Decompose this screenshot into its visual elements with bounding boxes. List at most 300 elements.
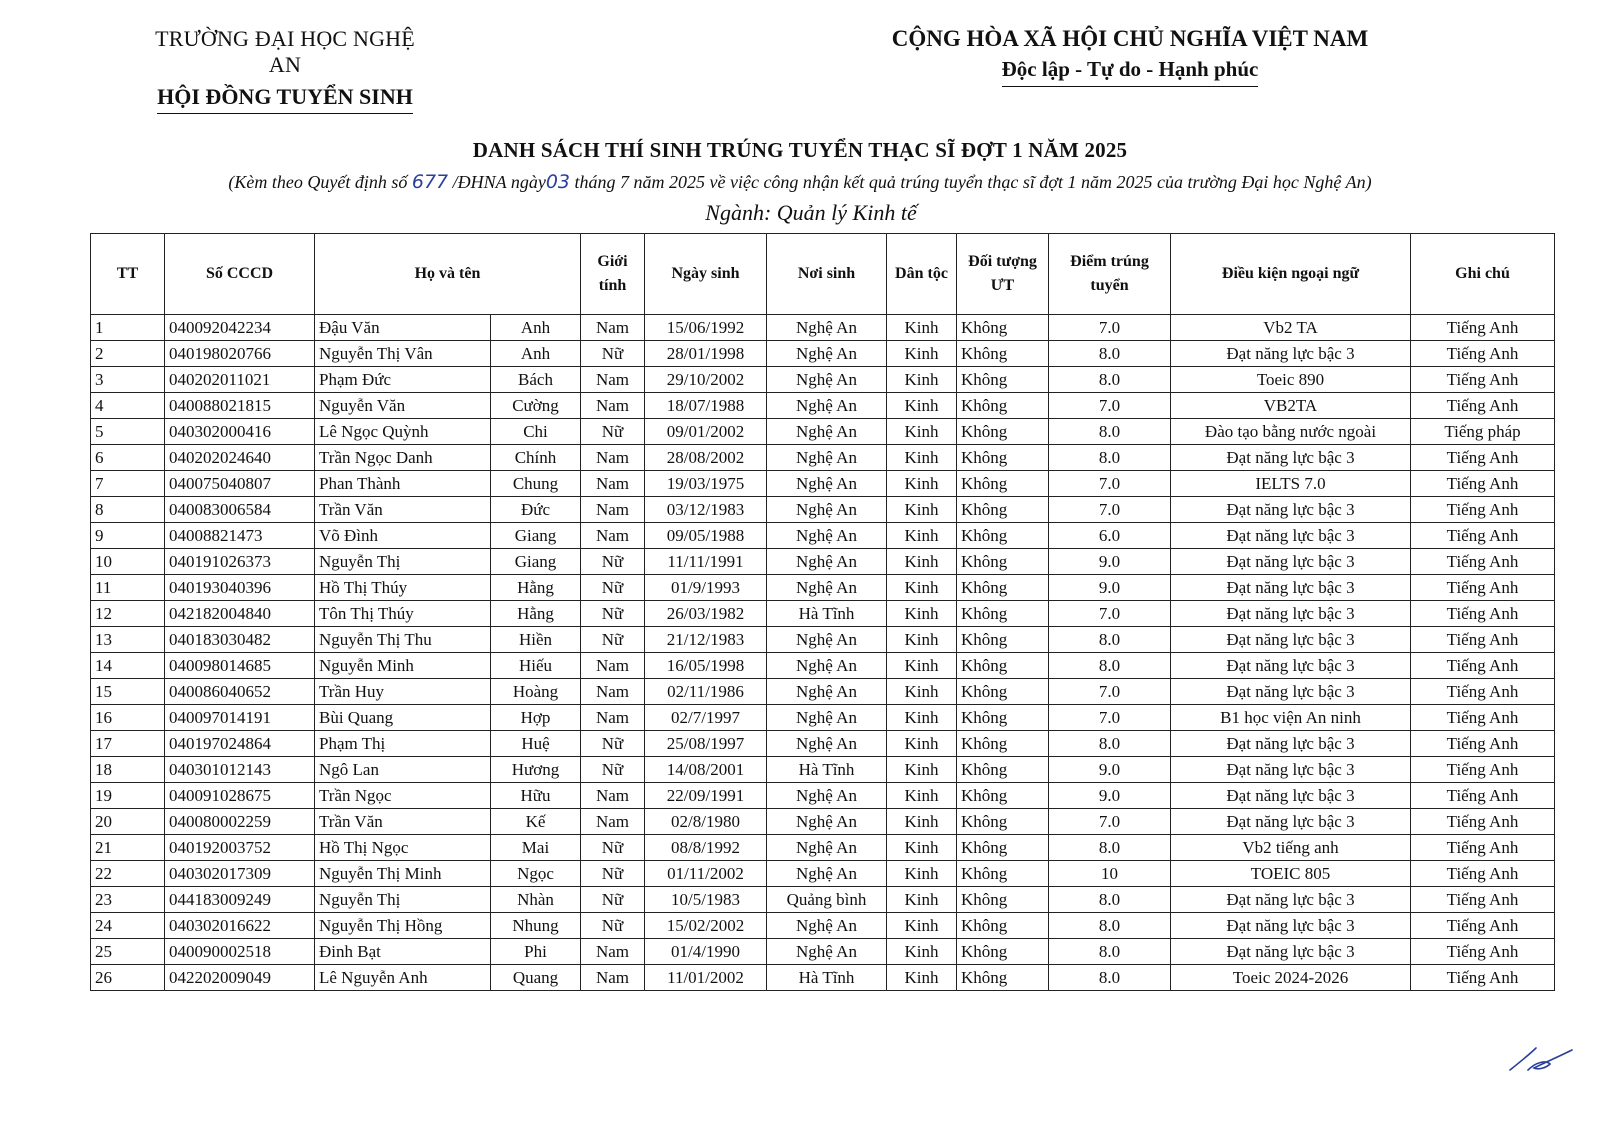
cell-language: Đạt năng lực bậc 3	[1171, 497, 1411, 523]
cell-family-name: Phạm Thị	[315, 731, 491, 757]
cell-dob: 16/05/1998	[645, 653, 767, 679]
cell-note: Tiếng pháp	[1411, 419, 1555, 445]
cell-ethnicity: Kinh	[887, 419, 957, 445]
cell-gender: Nam	[581, 497, 645, 523]
cell-family-name: Tôn Thị Thúy	[315, 601, 491, 627]
cell-ethnicity: Kinh	[887, 705, 957, 731]
table-row	[91, 315, 1555, 341]
republic-name: CỘNG HÒA XÃ HỘI CHỦ NGHĨA VIỆT NAM	[891, 26, 1369, 51]
cell-given-name: Đức	[491, 497, 581, 523]
cell-note: Tiếng Anh	[1411, 471, 1555, 497]
national-motto: Độc lập - Tự do - Hạnh phúc	[1002, 57, 1259, 87]
cell-priority: Không	[957, 679, 1049, 705]
cell-score: 8.0	[1049, 341, 1171, 367]
cell-priority: Không	[957, 367, 1049, 393]
cell-birthplace: Nghệ An	[767, 393, 887, 419]
cell-given-name: Phi	[491, 939, 581, 965]
cell-birthplace: Nghệ An	[767, 419, 887, 445]
cell-birthplace: Nghệ An	[767, 679, 887, 705]
cell-family-name: Trần Ngọc Danh	[315, 445, 491, 471]
cell-family-name: Đậu Văn	[315, 315, 491, 341]
cell-family-name: Phạm Đức	[315, 367, 491, 393]
cell-birthplace: Nghệ An	[767, 627, 887, 653]
cell-given-name: Hương	[491, 757, 581, 783]
decision-number: 677	[411, 171, 449, 193]
cell-score: 8.0	[1049, 965, 1171, 991]
cell-dob: 25/08/1997	[645, 731, 767, 757]
table-row	[91, 575, 1555, 601]
cell-birthplace: Nghệ An	[767, 471, 887, 497]
cell-ethnicity: Kinh	[887, 575, 957, 601]
cell-dob: 02/11/1986	[645, 679, 767, 705]
cell-family-name: Hồ Thị Thúy	[315, 575, 491, 601]
cell-language: Đào tạo bằng nước ngoài	[1171, 419, 1411, 445]
cell-language: Toeic 890	[1171, 367, 1411, 393]
cell-ethnicity: Kinh	[887, 939, 957, 965]
subtitle-middle: /ĐHNA ngày	[448, 172, 546, 192]
cell-note: Tiếng Anh	[1411, 445, 1555, 471]
cell-score: 8.0	[1049, 419, 1171, 445]
table-row	[91, 679, 1555, 705]
cell-given-name: Chi	[491, 419, 581, 445]
cell-birthplace: Nghệ An	[767, 913, 887, 939]
cell-ethnicity: Kinh	[887, 341, 957, 367]
cell-language: Đạt năng lực bậc 3	[1171, 679, 1411, 705]
signature-mark	[1506, 1040, 1576, 1076]
cell-priority: Không	[957, 523, 1049, 549]
cell-language: Đạt năng lực bậc 3	[1171, 549, 1411, 575]
cell-birthplace: Nghệ An	[767, 315, 887, 341]
cell-cccd: 040193040396	[165, 575, 315, 601]
cell-birthplace: Quảng bình	[767, 887, 887, 913]
cell-tt: 16	[91, 705, 165, 731]
cell-gender: Nữ	[581, 601, 645, 627]
cell-tt: 11	[91, 575, 165, 601]
cell-gender: Nữ	[581, 575, 645, 601]
cell-score: 7.0	[1049, 315, 1171, 341]
cell-family-name: Lê Nguyễn Anh	[315, 965, 491, 991]
table-row	[91, 601, 1555, 627]
cell-ethnicity: Kinh	[887, 783, 957, 809]
cell-ethnicity: Kinh	[887, 757, 957, 783]
cell-cccd: 040086040652	[165, 679, 315, 705]
cell-score: 8.0	[1049, 627, 1171, 653]
table-row	[91, 393, 1555, 419]
cell-note: Tiếng Anh	[1411, 367, 1555, 393]
cell-priority: Không	[957, 601, 1049, 627]
cell-gender: Nữ	[581, 731, 645, 757]
cell-tt: 6	[91, 445, 165, 471]
cell-ethnicity: Kinh	[887, 731, 957, 757]
col-birthplace: Nơi sinh	[767, 234, 887, 315]
cell-score: 8.0	[1049, 913, 1171, 939]
table-header-row	[91, 234, 1555, 315]
cell-ethnicity: Kinh	[887, 679, 957, 705]
cell-family-name: Lê Ngọc Quỳnh	[315, 419, 491, 445]
cell-gender: Nam	[581, 653, 645, 679]
table-row	[91, 445, 1555, 471]
table-row	[91, 965, 1555, 991]
cell-note: Tiếng Anh	[1411, 783, 1555, 809]
cell-note: Tiếng Anh	[1411, 523, 1555, 549]
cell-gender: Nữ	[581, 887, 645, 913]
cell-language: Đạt năng lực bậc 3	[1171, 341, 1411, 367]
cell-note: Tiếng Anh	[1411, 887, 1555, 913]
cell-language: Đạt năng lực bậc 3	[1171, 601, 1411, 627]
cell-cccd: 040191026373	[165, 549, 315, 575]
cell-cccd: 040302000416	[165, 419, 315, 445]
cell-score: 7.0	[1049, 809, 1171, 835]
cell-tt: 19	[91, 783, 165, 809]
major-line: Ngành: Quản lý Kinh tế	[705, 200, 917, 225]
cell-tt: 17	[91, 731, 165, 757]
cell-language: Đạt năng lực bậc 3	[1171, 523, 1411, 549]
cell-score: 8.0	[1049, 653, 1171, 679]
cell-priority: Không	[957, 913, 1049, 939]
cell-cccd: 040097014191	[165, 705, 315, 731]
cell-ethnicity: Kinh	[887, 913, 957, 939]
cell-note: Tiếng Anh	[1411, 575, 1555, 601]
cell-given-name: Hiếu	[491, 653, 581, 679]
cell-priority: Không	[957, 861, 1049, 887]
cell-priority: Không	[957, 341, 1049, 367]
cell-ethnicity: Kinh	[887, 549, 957, 575]
cell-dob: 22/09/1991	[645, 783, 767, 809]
cell-given-name: Anh	[491, 315, 581, 341]
cell-dob: 26/03/1982	[645, 601, 767, 627]
cell-priority: Không	[957, 809, 1049, 835]
document-title: DANH SÁCH THÍ SINH TRÚNG TUYỂN THẠC SĨ ĐỢT 1 NĂM 2025	[472, 138, 1128, 162]
table-row	[91, 627, 1555, 653]
header-left	[150, 26, 420, 114]
cell-dob: 09/05/1988	[645, 523, 767, 549]
subtitle-prefix: (Kèm theo Quyết định số	[228, 172, 412, 192]
cell-ethnicity: Kinh	[887, 861, 957, 887]
cell-tt: 21	[91, 835, 165, 861]
cell-dob: 02/8/1980	[645, 809, 767, 835]
cell-given-name: Chính	[491, 445, 581, 471]
table-row	[91, 783, 1555, 809]
cell-gender: Nữ	[581, 835, 645, 861]
col-note: Ghi chú	[1411, 234, 1555, 315]
cell-note: Tiếng Anh	[1411, 601, 1555, 627]
table-row	[91, 367, 1555, 393]
subtitle-suffix: tháng 7 năm 2025 về việc công nhận kết quả trúng tuyển thạc sĩ đợt 1 năm 2025 của trường Đại học Nghệ An)	[570, 172, 1372, 192]
cell-tt: 22	[91, 861, 165, 887]
cell-birthplace: Nghệ An	[767, 367, 887, 393]
cell-given-name: Anh	[491, 341, 581, 367]
col-cccd: Số CCCD	[165, 234, 315, 315]
cell-priority: Không	[957, 757, 1049, 783]
cell-cccd: 040075040807	[165, 471, 315, 497]
col-name: Họ và tên	[315, 234, 581, 315]
cell-score: 6.0	[1049, 523, 1171, 549]
cell-note: Tiếng Anh	[1411, 653, 1555, 679]
cell-birthplace: Nghệ An	[767, 783, 887, 809]
school-name: TRƯỜNG ĐẠI HỌC NGHỆ AN	[155, 26, 415, 77]
col-gender: Giới tính	[581, 234, 645, 315]
decision-day: 03	[545, 171, 570, 193]
cell-cccd: 042182004840	[165, 601, 315, 627]
cell-score: 7.0	[1049, 679, 1171, 705]
table-row	[91, 913, 1555, 939]
cell-priority: Không	[957, 887, 1049, 913]
cell-dob: 15/02/2002	[645, 913, 767, 939]
cell-dob: 29/10/2002	[645, 367, 767, 393]
cell-score: 8.0	[1049, 939, 1171, 965]
cell-priority: Không	[957, 549, 1049, 575]
cell-tt: 14	[91, 653, 165, 679]
cell-dob: 21/12/1983	[645, 627, 767, 653]
cell-note: Tiếng Anh	[1411, 965, 1555, 991]
cell-gender: Nam	[581, 939, 645, 965]
cell-score: 7.0	[1049, 705, 1171, 731]
cell-birthplace: Nghệ An	[767, 835, 887, 861]
cell-tt: 3	[91, 367, 165, 393]
cell-tt: 2	[91, 341, 165, 367]
cell-ethnicity: Kinh	[887, 315, 957, 341]
cell-cccd: 040302017309	[165, 861, 315, 887]
col-ethnicity: Dân tộc	[887, 234, 957, 315]
cell-language: Đạt năng lực bậc 3	[1171, 913, 1411, 939]
cell-cccd: 042202009049	[165, 965, 315, 991]
cell-cccd: 040202024640	[165, 445, 315, 471]
cell-note: Tiếng Anh	[1411, 341, 1555, 367]
cell-gender: Nam	[581, 523, 645, 549]
admission-table	[90, 233, 1555, 991]
cell-note: Tiếng Anh	[1411, 705, 1555, 731]
cell-given-name: Giang	[491, 549, 581, 575]
cell-score: 8.0	[1049, 835, 1171, 861]
cell-family-name: Trần Ngọc	[315, 783, 491, 809]
cell-ethnicity: Kinh	[887, 653, 957, 679]
cell-ethnicity: Kinh	[887, 445, 957, 471]
cell-priority: Không	[957, 653, 1049, 679]
col-language: Điều kiện ngoại ngữ	[1171, 234, 1411, 315]
table-row	[91, 341, 1555, 367]
cell-language: Đạt năng lực bậc 3	[1171, 809, 1411, 835]
cell-tt: 7	[91, 471, 165, 497]
table-row	[91, 523, 1555, 549]
cell-given-name: Hoàng	[491, 679, 581, 705]
cell-cccd: 040088021815	[165, 393, 315, 419]
cell-family-name: Nguyễn Thị Minh	[315, 861, 491, 887]
cell-score: 7.0	[1049, 497, 1171, 523]
cell-cccd: 044183009249	[165, 887, 315, 913]
cell-language: IELTS 7.0	[1171, 471, 1411, 497]
cell-priority: Không	[957, 627, 1049, 653]
cell-score: 7.0	[1049, 471, 1171, 497]
cell-ethnicity: Kinh	[887, 497, 957, 523]
cell-family-name: Trần Văn	[315, 497, 491, 523]
cell-given-name: Bách	[491, 367, 581, 393]
cell-cccd: 040098014685	[165, 653, 315, 679]
cell-score: 10	[1049, 861, 1171, 887]
cell-family-name: Phan Thành	[315, 471, 491, 497]
cell-gender: Nữ	[581, 757, 645, 783]
cell-dob: 28/08/2002	[645, 445, 767, 471]
cell-cccd: 040183030482	[165, 627, 315, 653]
cell-gender: Nữ	[581, 341, 645, 367]
cell-family-name: Bùi Quang	[315, 705, 491, 731]
cell-birthplace: Nghệ An	[767, 809, 887, 835]
cell-ethnicity: Kinh	[887, 601, 957, 627]
cell-dob: 18/07/1988	[645, 393, 767, 419]
cell-gender: Nam	[581, 367, 645, 393]
cell-priority: Không	[957, 731, 1049, 757]
cell-given-name: Quang	[491, 965, 581, 991]
cell-language: TOEIC 805	[1171, 861, 1411, 887]
cell-tt: 26	[91, 965, 165, 991]
table-row	[91, 653, 1555, 679]
cell-given-name: Huệ	[491, 731, 581, 757]
cell-given-name: Hiền	[491, 627, 581, 653]
cell-priority: Không	[957, 783, 1049, 809]
cell-language: Đạt năng lực bậc 3	[1171, 757, 1411, 783]
cell-given-name: Kế	[491, 809, 581, 835]
cell-given-name: Nhung	[491, 913, 581, 939]
cell-score: 7.0	[1049, 393, 1171, 419]
col-dob: Ngày sinh	[645, 234, 767, 315]
cell-tt: 24	[91, 913, 165, 939]
cell-priority: Không	[957, 575, 1049, 601]
cell-ethnicity: Kinh	[887, 965, 957, 991]
cell-language: Đạt năng lực bậc 3	[1171, 939, 1411, 965]
cell-dob: 01/11/2002	[645, 861, 767, 887]
cell-priority: Không	[957, 965, 1049, 991]
cell-tt: 13	[91, 627, 165, 653]
cell-gender: Nam	[581, 783, 645, 809]
cell-tt: 18	[91, 757, 165, 783]
cell-language: Đạt năng lực bậc 3	[1171, 887, 1411, 913]
cell-note: Tiếng Anh	[1411, 549, 1555, 575]
cell-score: 8.0	[1049, 445, 1171, 471]
cell-priority: Không	[957, 835, 1049, 861]
cell-given-name: Chung	[491, 471, 581, 497]
cell-priority: Không	[957, 393, 1049, 419]
cell-score: 8.0	[1049, 887, 1171, 913]
cell-tt: 15	[91, 679, 165, 705]
cell-gender: Nam	[581, 965, 645, 991]
cell-family-name: Nguyễn Thị	[315, 549, 491, 575]
cell-priority: Không	[957, 315, 1049, 341]
cell-birthplace: Nghệ An	[767, 497, 887, 523]
cell-gender: Nam	[581, 315, 645, 341]
cell-given-name: Giang	[491, 523, 581, 549]
cell-tt: 1	[91, 315, 165, 341]
cell-dob: 19/03/1975	[645, 471, 767, 497]
cell-language: VB2TA	[1171, 393, 1411, 419]
cell-ethnicity: Kinh	[887, 887, 957, 913]
cell-language: Vb2 tiếng anh	[1171, 835, 1411, 861]
cell-priority: Không	[957, 419, 1049, 445]
cell-priority: Không	[957, 497, 1049, 523]
cell-given-name: Ngọc	[491, 861, 581, 887]
cell-birthplace: Nghệ An	[767, 861, 887, 887]
cell-gender: Nam	[581, 679, 645, 705]
cell-gender: Nữ	[581, 419, 645, 445]
cell-birthplace: Hà Tĩnh	[767, 757, 887, 783]
table-row	[91, 705, 1555, 731]
table-row	[91, 419, 1555, 445]
cell-tt: 8	[91, 497, 165, 523]
cell-note: Tiếng Anh	[1411, 627, 1555, 653]
cell-family-name: Nguyễn Thị Vân	[315, 341, 491, 367]
table-row	[91, 757, 1555, 783]
cell-score: 8.0	[1049, 731, 1171, 757]
cell-cccd: 040198020766	[165, 341, 315, 367]
cell-cccd: 040083006584	[165, 497, 315, 523]
cell-gender: Nam	[581, 445, 645, 471]
cell-dob: 11/01/2002	[645, 965, 767, 991]
cell-given-name: Cường	[491, 393, 581, 419]
cell-gender: Nam	[581, 809, 645, 835]
table-row	[91, 471, 1555, 497]
cell-tt: 25	[91, 939, 165, 965]
cell-dob: 03/12/1983	[645, 497, 767, 523]
cell-language: Đạt năng lực bậc 3	[1171, 653, 1411, 679]
cell-birthplace: Nghệ An	[767, 341, 887, 367]
cell-priority: Không	[957, 445, 1049, 471]
cell-family-name: Hồ Thị Ngọc	[315, 835, 491, 861]
table-row	[91, 809, 1555, 835]
cell-note: Tiếng Anh	[1411, 497, 1555, 523]
cell-family-name: Ngô Lan	[315, 757, 491, 783]
cell-language: Đạt năng lực bậc 3	[1171, 731, 1411, 757]
table-row	[91, 835, 1555, 861]
cell-given-name: Mai	[491, 835, 581, 861]
cell-score: 9.0	[1049, 575, 1171, 601]
cell-dob: 09/01/2002	[645, 419, 767, 445]
cell-note: Tiếng Anh	[1411, 913, 1555, 939]
cell-ethnicity: Kinh	[887, 471, 957, 497]
cell-note: Tiếng Anh	[1411, 731, 1555, 757]
cell-cccd: 040080002259	[165, 809, 315, 835]
cell-language: B1 học viện An ninh	[1171, 705, 1411, 731]
cell-birthplace: Nghệ An	[767, 731, 887, 757]
cell-dob: 01/4/1990	[645, 939, 767, 965]
table-body	[91, 315, 1555, 991]
cell-birthplace: Nghệ An	[767, 705, 887, 731]
table-row	[91, 731, 1555, 757]
cell-note: Tiếng Anh	[1411, 939, 1555, 965]
cell-gender: Nữ	[581, 549, 645, 575]
cell-family-name: Trần Huy	[315, 679, 491, 705]
cell-gender: Nữ	[581, 627, 645, 653]
cell-note: Tiếng Anh	[1411, 315, 1555, 341]
cell-tt: 12	[91, 601, 165, 627]
cell-gender: Nữ	[581, 861, 645, 887]
table-row	[91, 861, 1555, 887]
cell-dob: 10/5/1983	[645, 887, 767, 913]
cell-note: Tiếng Anh	[1411, 861, 1555, 887]
cell-family-name: Võ Đình	[315, 523, 491, 549]
cell-given-name: Hằng	[491, 601, 581, 627]
cell-note: Tiếng Anh	[1411, 757, 1555, 783]
cell-given-name: Hằng	[491, 575, 581, 601]
cell-cccd: 040301012143	[165, 757, 315, 783]
cell-score: 9.0	[1049, 549, 1171, 575]
col-priority: Đối tượng ƯT	[957, 234, 1049, 315]
table-row	[91, 887, 1555, 913]
cell-family-name: Đinh Bạt	[315, 939, 491, 965]
cell-language: Đạt năng lực bậc 3	[1171, 783, 1411, 809]
cell-dob: 02/7/1997	[645, 705, 767, 731]
cell-cccd: 040091028675	[165, 783, 315, 809]
cell-cccd: 040202011021	[165, 367, 315, 393]
cell-cccd: 04008821473	[165, 523, 315, 549]
cell-tt: 20	[91, 809, 165, 835]
